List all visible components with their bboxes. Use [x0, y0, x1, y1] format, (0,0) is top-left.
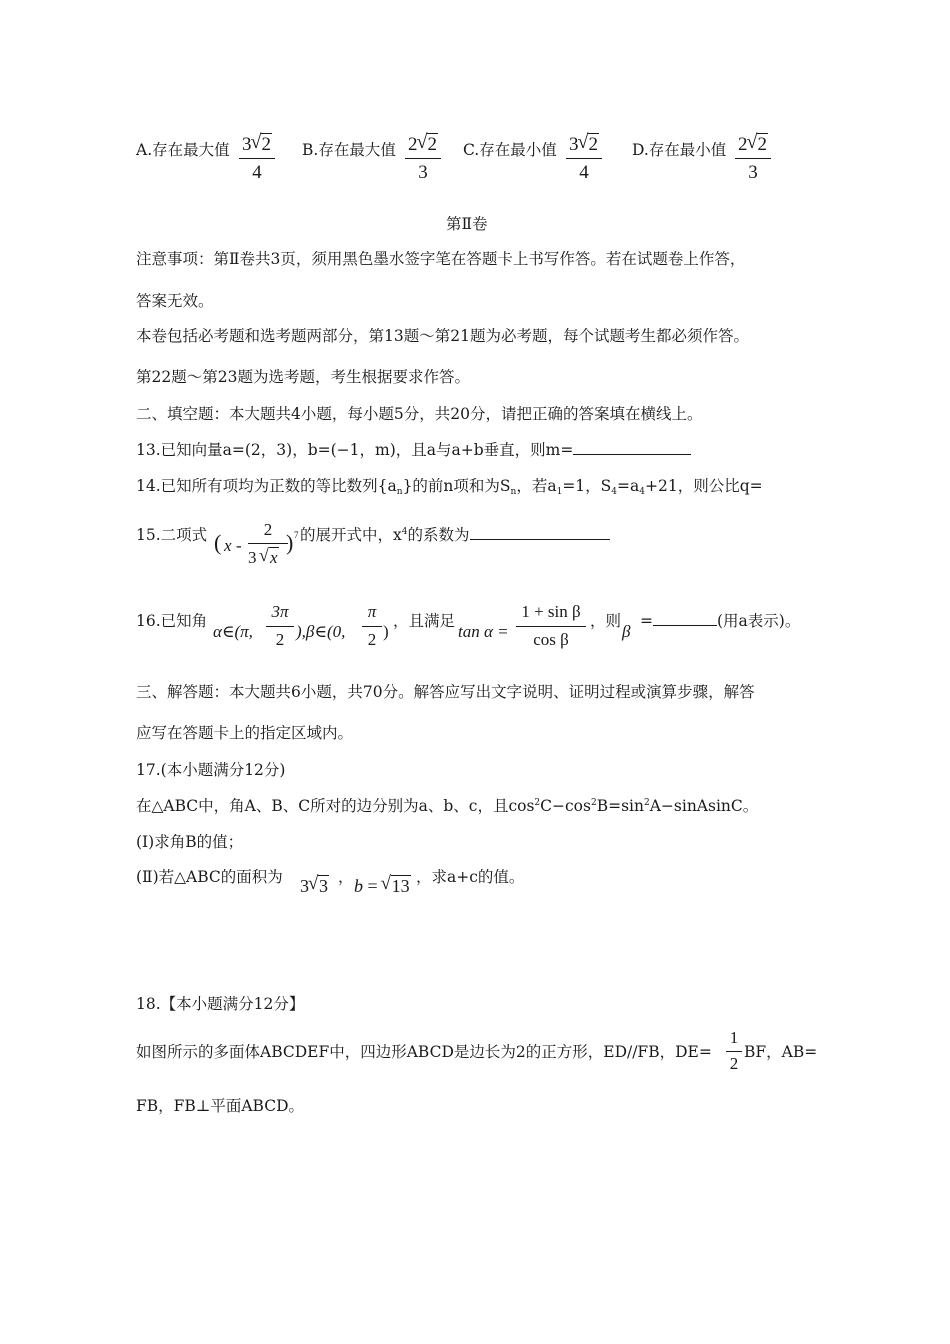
- notice-line-3: 本卷包括必考题和选考题两部分，第13题～第21题为必考题，每个试题考生都必须作答。: [136, 327, 749, 345]
- question-17-part-1: (Ⅰ)求角B的值；: [136, 833, 244, 851]
- option-d: D.存在最小值 2√ 2 3: [632, 138, 726, 160]
- notice-line-4: 第22题～第23题为选考题，考生根据要求作答。: [136, 368, 470, 386]
- option-a-value: 3√ 2 4: [239, 134, 275, 184]
- question-14: 14.已知所有项均为正数的等比数列$\{a_n\}$的前n项和为$S_n$，若$a_1=1$，$S_4=a_4+21$，则公比q=: [136, 477, 763, 497]
- solve-heading-line-1: 三、解答题：本大题共6小题，共70分。解答应写出文字说明、证明过程或演算步骤，解答: [136, 683, 755, 701]
- notice-line-1: 注意事项：第Ⅱ卷共3页，须用黑色墨水签字笔在答题卡上书写作答。若在试题卷上作答，: [136, 250, 746, 268]
- answer-blank-15: [470, 539, 610, 540]
- solve-heading-line-2: 应写在答题卡上的指定区域内。: [136, 724, 354, 742]
- notice-line-2: 答案无效。: [136, 292, 214, 310]
- option-d-value: 2√ 2 3: [735, 134, 771, 184]
- answer-blank-16: [653, 625, 717, 626]
- option-b-value: 2√ 2 3: [405, 134, 441, 184]
- option-b: B.存在最大值 2√ 2 3: [302, 138, 396, 160]
- fill-heading: 二、填空题：本大题共4小题，每小题5分，共20分，请把正确的答案填在横线上。: [136, 405, 703, 423]
- question-13: 13.已知向量a=(2，3)，b=(−1，m)，且a与a+b垂直，则m=: [136, 441, 691, 460]
- binomial-expression: ( x - 2 3 √ x ) 7: [214, 518, 302, 574]
- option-a: A.存在最大值 3√ 2 4: [136, 138, 230, 160]
- question-18-stem-line-2: FB，FB⊥平面ABCD。: [136, 1097, 305, 1115]
- question-18-title: 18.【本小题满分12分】: [136, 995, 305, 1013]
- section-title: 第Ⅱ卷: [446, 215, 488, 233]
- question-17-stem: 在△ABC中，角A、B、C所对的边分别为a、b、c，且$\cos^2C-\cos^2B=\sin^2A-sinAsinC$。: [136, 797, 759, 815]
- question-17-title: 17.(本小题满分12分): [136, 761, 286, 779]
- option-c-value: 3√ 2 4: [566, 134, 602, 184]
- exam-page: A.存在最大值 3√ 2 4 B.存在最大值 2√ 2 3 C.存在最小值 3√ 2 4 D.存在最小值 2√ 2 3 第Ⅱ卷 注意事项：第Ⅱ卷共3页，须用黑色墨水签字笔在答题卡上书写作答。若在试题卷上作答， 答案无效。 本卷包括必考题和选考题两部分，第13题～第21题为必考题，每个试题考生都必须作答。 第22题～第23题为选考题，考生根据要求作答。 二、填空题：本大题共4小题，每小题5分，共20分，请把正确的答案填在横线上。 13.已知向量a=(2，3)，b=(−1，m)，且a与a+b垂直，则m= 14.已知所有项均为正数的等比数列$\{a_n\}$的前n项和为$S_n$，若$a_1=1$，$S_4=a_4+21$，则公比q= 15.二项式 ( x - 2 3 √ x ) 7 的展开式中，$x^4$的系数为 16.已知角 α∈(π, 3π 2 ),β∈(0, π 2 ) ，且满足 tan α = 1 + sin β cos β ，则 β = (用a表示)。 三、解答题：本大题共6小题，共70分。解答应写出文字说明、证明过程或演算步骤，解答 应写在答题卡上的指定区域内。 17.(本小题满分12分) 在△ABC中，角A、B、C所对的边分别为a、b、c，且$\cos^2C-\cos^2B=\sin^2A-sinAsinC$。 (Ⅰ)求角B的值； (Ⅱ)若△ABC的面积为 3√ 3 ， b =√ 13 ，求a+c的值。 18.【本小题满分12分】 如图所示的多面体ABCDEF中，四边形ABCD是边长为2的正方形，ED//FB，DE= 1 2 BF，AB= FB，FB⊥平面ABCD。: [0, 0, 950, 1344]
- option-c: C.存在最小值 3√ 2 4: [463, 138, 557, 160]
- answer-blank-13: [573, 454, 691, 455]
